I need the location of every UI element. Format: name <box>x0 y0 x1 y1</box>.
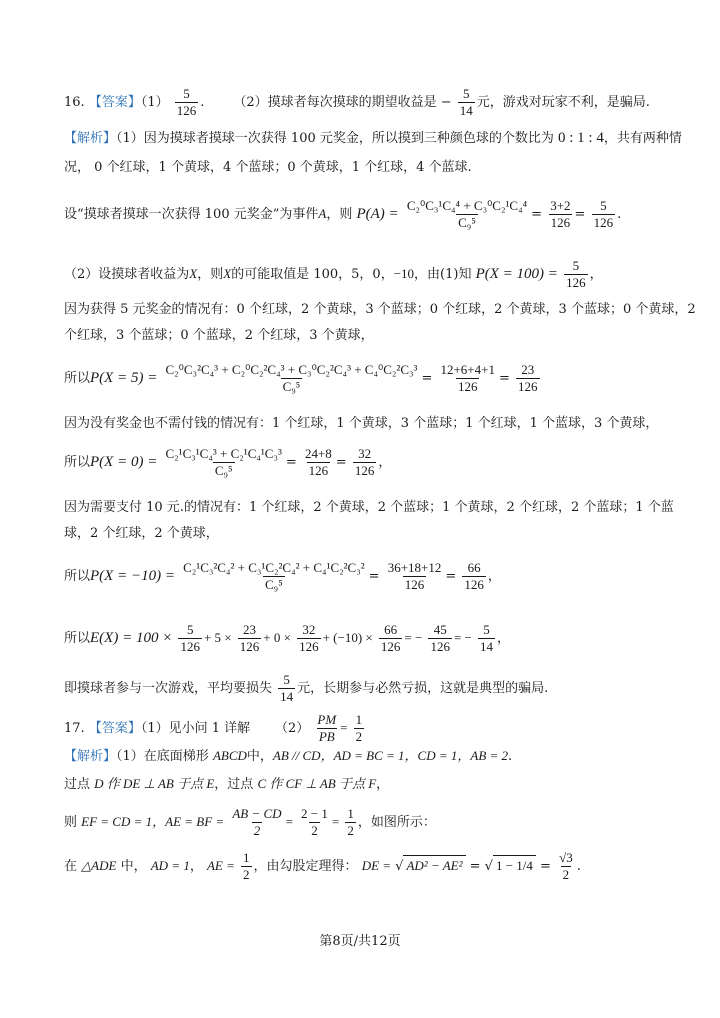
page-footer: 第8页/共12页 <box>319 934 401 949</box>
q16-answer-line: 16. 【答案】（1） $\frac{5}{126}$ . （2）摸球者每次摸球的期望收益是 − $\frac{5}{14}$ 元，游戏对玩家不利，是骗局. <box>64 86 650 118</box>
q16-line8: 因为没有奖金也不需付钱的情况有：1 个红球，1 个黄球，3 个蓝球；1 个红球，1 个蓝球，3 个黄球， <box>64 416 659 431</box>
q16-line10: 因为需要支付 10 元.的情况有：1 个红球，2 个黄球，2 个蓝球；1 个黄球，2 个红球，2 个蓝球；1 个蓝 <box>64 500 674 515</box>
q17-line2: 过点 D 作 DE ⊥ AB 于点 E，过点 C 作 CF ⊥ AB 于点 F， <box>64 776 390 792</box>
q16-line2: 况， 0 个红球，1 个黄球，4 个蓝球；0 个黄球，1 个红球，4 个蓝球. <box>64 160 472 175</box>
q16-line9: 所以P(X = 0) = $\frac{\text{C₂¹C₃¹C₄³ + C₂¹C₄¹C₃³}}{\text{C₉⁵}}$ = $\frac{24+8}{126}$ = $\frac{32}{126}$ ， <box>64 446 392 478</box>
q17-analysis-line1: 【解析】（1）在底面梯形 ABCD中，AB // CD，AD = BC = 1，CD = 1，AB = 2. <box>64 748 513 764</box>
q16-line6: 个红球，3 个蓝球；0 个蓝球，2 个红球，3 个黄球， <box>64 328 374 343</box>
answer-tag: 【答案】 <box>88 95 141 110</box>
q16-line7: 所以P(X = 5) = $\frac{\text{C₂⁰C₃²C₄³ + C₂⁰C₂²C₄³ + C₃⁰C₂²C₄³ + C₄⁰C₂²C₃³}}{\text{C₉⁵}}$ = $\frac{12+6+4+1}{126}$ = $\frac{23}{126}$ <box>64 362 538 394</box>
q16-line13: 所以E(X) = 100 × $\frac{5}{126}$ + 5 × $\frac{23}{126}$ + 0 × $\frac{32}{126}$ + (−10) × $\frac{66}{126}$ = − $\frac{45}{126}$ = − $\frac{5}{14}$ ， <box>64 622 511 654</box>
q17-line3: 则 EF = CD = 1，AE = BF = $\frac{AB - CD}{2}$ = $\frac{2 - 1}{2}$ = $\frac{1}{2}$ ，如图所示： <box>64 806 436 838</box>
fraction: $\frac{5}{126}$ <box>176 86 197 118</box>
analysis-tag: 【解析】 <box>64 749 117 764</box>
q16-line14: 即摸球者参与一次游戏，平均要损失 $\frac{5}{14}$ 元，长期参与必然亏损，这就是典型的骗局. <box>64 672 549 704</box>
q16-line5: 因为获得 5 元奖金的情况有：0 个红球，2 个黄球，3 个蓝球；0 个红球，2 个黄球，3 个蓝球；0 个黄球，2 <box>64 302 696 317</box>
q16-line11: 球，2 个红球，2 个黄球， <box>64 526 219 541</box>
question-number: 17. <box>64 721 85 736</box>
analysis-tag: 【解析】 <box>64 131 117 146</box>
q16-line12: 所以P(X = −10) = $\frac{\text{C₂¹C₃²C₄² + C₃¹C₂²C₄² + C₄¹C₂²C₃²}}{\text{C₉⁵}}$ = $\frac{36+18+12}{126}$ = $\frac{66}{126}$ ， <box>64 560 501 592</box>
q16-line3: 设“摸球者摸球一次获得 100 元奖金”为事件A，则 P(A) = $\frac{\text{C₂⁰C₃¹C₄⁴ + C₃⁰C₂¹C₄⁴}}{\text{C₉⁵}}$ = $\frac{3+2}{126}$ = $\frac{5}{126}$ . <box>64 198 622 230</box>
q17-answer-line: 17. 【答案】（1）见小问 1 详解 （2） $\frac{PM}{PB}$ = $\frac{1}{2}$ <box>64 712 363 744</box>
q16-line4: （2）设摸球者收益为X，则X的可能取值是 100，5，0，−10，由(1)知 P(X = 100) = $\frac{5}{126}$ ， <box>64 258 603 290</box>
q17-line4: 在 △ADE 中， AD = 1， AE = $\frac{1}{2}$ ，由勾股定理得： DE = √ AD² − AE² = √ 1 − 1/4 = $\frac{√3}{2}$ . <box>64 850 581 882</box>
q16-analysis-line1: 【解析】（1）因为摸球者摸球一次获得 100 元奖金，所以摸到三种颜色球的个数比为 0 : 1 : 4，共有两种情 <box>64 130 682 146</box>
question-number: 16. <box>64 95 85 110</box>
answer-tag: 【答案】 <box>88 721 141 736</box>
fraction: $\frac{\text{C₂⁰C₃¹C₄⁴ + C₃⁰C₂¹C₄⁴}}{\text{C₉⁵}}$ <box>406 198 528 230</box>
